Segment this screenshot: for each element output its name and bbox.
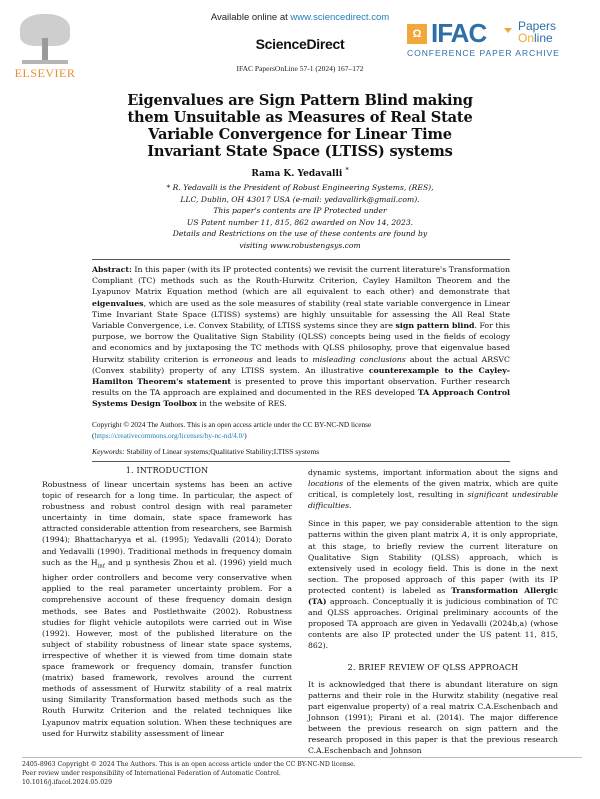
elsevier-wordmark: ELSEVIER: [14, 66, 76, 80]
copyright-notice: Copyright © 2024 The Authors. This is an open access article under the CC BY-NC-ND license (https://creativecommons.org/licenses/by-nc-nd/4.0/): [92, 420, 372, 440]
footer-rule: [22, 757, 582, 758]
ifac-mark-icon: Ω: [407, 24, 427, 44]
right-column: [308, 467, 558, 763]
license-link[interactable]: https://creativecommons.org/licenses/by-nc-nd/4.0/: [94, 431, 245, 440]
author-affiliation: * R. Yedavalli is the President of Robust Engineering Systems, (RES), LLC, Dublin, OH 43017 USA (e-mail: yedavallirk@gmail.com). This paper's contents are IP Protected under US Patent number 11, 815, 862 awarded on Nov 14, 2023. Details and Restrictions on the use of these contents are found by visiting www.robustengsys.com: [166, 183, 434, 250]
ifac-papers-label: Papers: [518, 19, 557, 33]
intro-continued-paragraph: dynamic systems, important information about the signs and locations of the elements of the given matrix, which are quite critical, is completely lost, resulting in significant undesirable difficulties.: [308, 468, 558, 511]
ifac-online-label: Online: [518, 31, 553, 45]
sciencedirect-wordmark: ScienceDirect: [255, 36, 345, 52]
ifac-wordmark: IFAC: [431, 18, 487, 48]
section-heading-introduction: 1. INTRODUCTION: [125, 466, 209, 475]
abstract: Abstract: In this paper (with its IP protected contents) we revisit the current literature's Transformation Compliant (TC) methods such as the Routh-Hurwitz Criterion, Cayley Hamilton Theorem and the Lyapunov Matrix Equation method (which are all equivalent to each other) and demonstrate that eigenvalues, which are used as the sole measures of stability (real state variable convergence in Linear Time Invariant State Space (LTISS) systems) are highly unsuitable for assessing the All Real State Variable Convergence, i.e. Convex Stability, of LTISS systems since they are sign pattern blind. For this purpose, we borrow the Qualitative Sign Stability (QLSS) concepts being used in the fields of ecology and economics and by juxtaposing the TC methods with QLSS philosophy, prove that eigenvalue based Hurwitz stability criterion is erroneous and leads to misleading conclusions about the actual ARSVC (Convex stability) property of any LTISS system. An illustrative counterexample to the Cayley-Hamilton Theorem's statement is presented to prove this important observation. Further research results on the TA approach are explained and documented in the RES developed TA Approach Control Systems Design Toolbox in the website of RES.: [92, 265, 511, 409]
abstract-top-rule: [92, 259, 510, 260]
paper-title: Eigenvalues are Sign Pattern Blind making them Unsuitable as Measures of Real State Variable Convergence for Linear Time Invariant State Space (LTISS) systems: [127, 92, 473, 160]
abstract-bottom-rule: [92, 461, 510, 462]
introduction-text: Robustness of linear uncertain systems has been an active topic of research for a long time. In particular, the aspect of robustness and robust control design with real parameter uncertainty in time domain, state space framework has attracted considerable attention from researchers, see Barmish (1994); Bhattacharyya et al. (1995); Yedavalli (2014); Dorato and Yedavalli (1990). Traditional methods in frequency domain such as the $H_{inf}$ and μ synthesis Zhou et al. (1996) yield much higher order controllers and become very conservative when applied to the real parameter uncertainty problem. For a comprehensive account of these frequency domain design methods, see Bates and Postlethwaite (2002). Robustness studies for flight vehicle autopilots were carried out in Wise (1992). However, most of the published literature on the subject of stability robustness of linear state space systems, irrespective of whether it is viewed from time domain state space framework or frequency domain, transfer function (matrix) based framework, revolves around the current methods of assessment of Hurwitz stability of a real matrix using Similarity Transformation based methods such as the Routh Hurwitz Criterion and the related techniques like Lyapunov matrix equation solution. When these techniques are used for Hurwitz stability assessment of linear: [42, 480, 292, 738]
section-heading-review: 2. BRIEF REVIEW OF QLSS APPROACH: [347, 662, 519, 672]
keywords-label: Keywords:: [92, 447, 125, 456]
keywords: Keywords: Stability of Linear systems;Qualitative Stability;LTISS systems: [92, 447, 320, 456]
ifac-tagline: CONFERENCE PAPER ARCHIVE: [407, 48, 560, 58]
ifac-papersonline-logo: [405, 18, 585, 62]
available-online-label: Available online at: [210, 12, 291, 23]
footer: 2405-8963 Copyright © 2024 The Authors. This is an open access article under the CC BY-NC-ND license. Peer review under responsibility of International Federation of Automatic Control. 10.1016/j.ifacol.2024.05.029: [22, 760, 582, 787]
ifac-triangle-icon: [504, 28, 512, 33]
sciencedirect-link[interactable]: www.sciencedirect.com: [290, 12, 390, 23]
journal-citation: IFAC PapersOnLine 57-1 (2024) 167–172: [236, 64, 364, 73]
intro-ta-paragraph: Since in this paper, we pay considerable attention to the sign patterns within the given plant matrix A, it is only appropriate, at this stage, to briefly review the current literature on Qualitative Sign Stability (QLSS) approach, which is extensively used in ecology field. This is done in the next section. The proposed approach of this paper (with its IP protected content) is labeled as Transformation Allergic (TA) approach. Conceptually it is judicious combination of TC and QLSS approaches. Original preliminary accounts of the proposed TA approach are given in Yedavalli (2024b,a) (whose contents are also IP protected under the US patent 11, 815, 862).: [308, 519, 559, 651]
abstract-label: Abstract:: [92, 265, 132, 274]
doi: 10.1016/j.ifacol.2024.05.029: [22, 779, 113, 786]
review-paragraph: It is acknowledged that there is abundant literature on sign patterns and their role in the Hurwitz stability (negative real part eigenvalue property) of a real matrix C.A.Eschenbach and Johnson (1991); Pirani et al. (2014). The major difference between the previous research on sign pattern and the research proposed in this paper is that the previous research C.A.Eschenbach and Johnson: [308, 679, 558, 756]
author-name: Rama K. Yedavalli *: [251, 167, 349, 179]
